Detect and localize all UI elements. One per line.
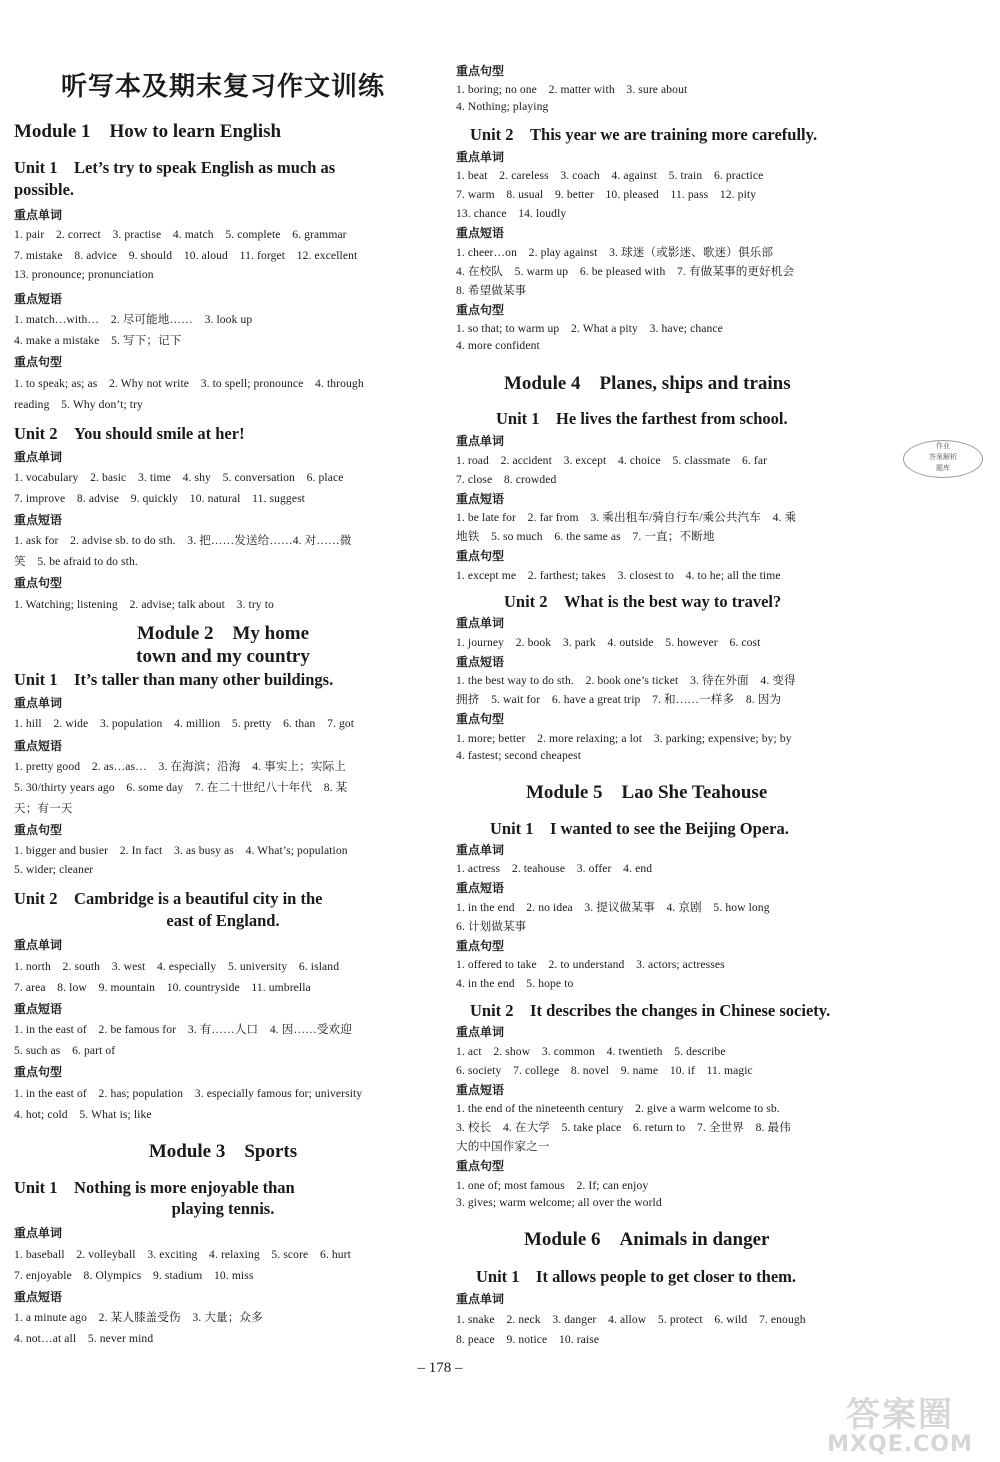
module-heading: Module 5 Lao She Teahouse [526,782,768,803]
unit-heading: Unit 2 What is the best way to travel? [504,592,782,611]
text-line: 4. not…at all 5. never mind [14,1332,154,1345]
text-line: 1. road 2. accident 3. except 4. choice 5. classmate 6. far [456,454,768,467]
text-line: 地铁 5. so much 6. the same as 7. 一直；不断地 [456,530,715,543]
text-line: 7. mistake 8. advice 9. should 10. aloud 11. forget 12. excellent [14,249,358,262]
text-line: 13. pronounce; pronunciation [14,268,154,281]
module-heading: Module 1 How to learn English [14,121,282,142]
section-label: 重点短语 [14,513,63,527]
text-line: 3. gives; warm welcome; all over the world [456,1196,662,1209]
section-label: 重点短语 [456,492,505,506]
module-heading: town and my country [136,646,310,667]
section-label: 重点句型 [456,549,505,563]
unit-heading: east of England. [166,911,280,930]
text-line: reading 5. Why don’t; try [14,398,143,411]
stamp-line-1: 作业 [936,442,950,450]
text-line: 1. boring; no one 2. matter with 3. sure about [456,83,688,96]
text-line: 8. 希望做某事 [456,284,527,297]
text-line: 13. chance 14. loudly [456,207,567,220]
unit-heading: Unit 1 I wanted to see the Beijing Opera. [490,819,789,838]
text-line: 7. area 8. low 9. mountain 10. countryside 11. umbrella [14,981,311,994]
section-label: 重点句型 [456,303,505,317]
unit-heading: Unit 1 Let’s try to speak English as much as [14,158,336,177]
text-line: 1. except me 2. farthest; takes 3. closest to 4. to he; all the time [456,569,781,582]
text-line: 4. more confident [456,339,540,352]
text-line: 1. the best way to do sth. 2. book one’s ticket 3. 待在外面 4. 变得 [456,674,796,687]
section-label: 重点短语 [14,1290,63,1304]
section-label: 重点单词 [14,208,63,222]
unit-heading: Unit 2 You should smile at her! [14,424,245,443]
text-line: 1. in the end 2. no idea 3. 提议做某事 4. 京剧 5. how long [456,901,770,914]
unit-heading: Unit 1 It allows people to get closer to them. [476,1267,797,1286]
unit-heading: possible. [14,180,75,199]
text-line: 5. wider; cleaner [14,863,94,876]
text-line: 1. Watching; listening 2. advise; talk about 3. try to [14,598,274,611]
text-line: 1. baseball 2. volleyball 3. exciting 4. relaxing 5. score 6. hurt [14,1248,351,1261]
text-line: 1. act 2. show 3. common 4. twentieth 5. describe [456,1045,726,1058]
stamp-line-3: 题库 [936,464,950,472]
section-label: 重点单词 [456,1292,505,1306]
section-label: 重点短语 [456,881,505,895]
watermark [810,1396,990,1458]
text-line: 笑 5. be afraid to do sth. [14,555,138,568]
text-line: 1. offered to take 2. to understand 3. actors; actresses [456,958,725,971]
section-label: 重点句型 [456,1159,505,1173]
unit-heading: Unit 1 It’s taller than many other buildings. [14,670,334,689]
text-line: 1. ask for 2. advise sb. to do sth. 3. 把……发送给……4. 对……微 [14,534,352,547]
text-line: 1. snake 2. neck 3. danger 4. allow 5. protect 6. wild 7. enough [456,1313,806,1326]
unit-heading: Unit 2 It describes the changes in Chinese society. [470,1001,831,1020]
text-line: 1. bigger and busier 2. In fact 3. as busy as 4. What’s; population [14,844,348,857]
text-line: 8. peace 9. notice 10. raise [456,1333,600,1346]
section-label: 重点单词 [14,696,63,710]
text-line: 天；有一天 [14,802,73,815]
text-line: 7. improve 8. advise 9. quickly 10. natural 11. suggest [14,492,306,505]
text-line: 5. 30/thirty years ago 6. some day 7. 在二十世纪八十年代 8. 某 [14,781,348,794]
text-line: 1. journey 2. book 3. park 4. outside 5. however 6. cost [456,636,761,649]
text-line: 拥挤 5. wait for 6. have a great trip 7. 和……一样多 8. 因为 [456,693,782,706]
text-line: 6. 计划做某事 [456,920,527,933]
text-line: 4. Nothing; playing [456,100,549,113]
module-heading: Module 2 My home [136,623,310,644]
text-line: 大的中国作家之一 [456,1140,550,1153]
text-line: 1. cheer…on 2. play against 3. 球迷（或影迷、歌迷）俱乐部 [456,246,774,259]
section-label: 重点短语 [456,655,505,669]
unit-heading: Unit 1 He lives the farthest from school. [496,409,788,428]
text-line: 1. pretty good 2. as…as… 3. 在海滨；沿海 4. 事实上；实际上 [14,760,347,773]
text-line: 1. the end of the nineteenth century 2. give a warm welcome to sb. [456,1102,780,1115]
module-heading: Module 6 Animals in danger [524,1229,770,1250]
section-label: 重点短语 [14,1002,63,1016]
text-line: 1. vocabulary 2. basic 3. time 4. shy 5. conversation 6. place [14,471,344,484]
text-line: 7. close 8. crowded [456,473,557,486]
text-line: 1. a minute ago 2. 某人膝盖受伤 3. 大量；众多 [14,1311,263,1324]
text-line: 1. more; better 2. more relaxing; a lot 3. parking; expensive; by; by [456,732,792,745]
text-line: 1. so that; to warm up 2. What a pity 3. have; chance [456,322,723,335]
section-label: 重点单词 [456,150,505,164]
section-label: 重点句型 [14,1065,63,1079]
watermark-url: MXQE.COM [827,1432,973,1457]
module-heading: Module 4 Planes, ships and trains [504,373,791,394]
section-label: 重点句型 [456,939,505,953]
section-label: 重点单词 [14,938,63,952]
text-line: 1. be late for 2. far from 3. 乘出租车/骑自行车/乘公共汽车 4. 乘 [456,511,797,524]
text-line: 3. 校长 4. 在大学 5. take place 6. return to 7. 全世界 8. 最伟 [456,1121,791,1134]
text-line: 5. such as 6. part of [14,1044,116,1057]
stamp-line-2: 答案解析 [929,453,957,461]
text-line: 4. 在校队 5. warm up 6. be pleased with 7. 有做某事的更好机会 [456,265,795,278]
watermark-title: 答案圈 [846,1395,954,1435]
text-line: 1. pair 2. correct 3. practise 4. match 5. complete 6. grammar [14,228,347,241]
section-label: 重点单词 [456,843,505,857]
text-line: 1. in the east of 2. has; population 3. especially famous for; university [14,1087,363,1100]
text-line: 4. hot; cold 5. What is; like [14,1108,152,1121]
text-line: 7. warm 8. usual 9. better 10. pleased 11. pass 12. pity [456,188,757,201]
section-label: 重点句型 [456,712,505,726]
section-label: 重点短语 [456,1083,505,1097]
text-line: 4. make a mistake 5. 写下；记下 [14,334,182,347]
text-line: 1. in the east of 2. be famous for 3. 有……人口 4. 因……受欢迎 [14,1023,352,1036]
text-line: 1. north 2. south 3. west 4. especially 5. university 6. island [14,960,340,973]
section-label: 重点句型 [14,576,63,590]
section-label: 重点句型 [456,64,505,78]
unit-heading: Unit 2 This year we are training more carefully. [470,125,818,144]
section-label: 重点句型 [14,823,63,837]
section-label: 重点单词 [456,616,505,630]
text-line: 1. hill 2. wide 3. population 4. million 5. pretty 6. than 7. got [14,717,355,730]
module-heading: Module 3 Sports [148,1141,298,1162]
text-line: 6. society 7. college 8. novel 9. name 10. if 11. magic [456,1064,753,1077]
section-label: 重点单词 [456,1025,505,1039]
section-label: 重点单词 [456,434,505,448]
text-line: 1. match…with… 2. 尽可能地…… 3. look up [14,313,253,326]
text-line: 1. to speak; as; as 2. Why not write 3. to spell; pronounce 4. through [14,377,364,390]
page-number: – 178 – [417,1360,463,1376]
unit-heading: Unit 1 Nothing is more enjoyable than [14,1178,295,1197]
unit-heading: playing tennis. [171,1199,275,1218]
text-line: 1. actress 2. teahouse 3. offer 4. end [456,862,653,875]
page-title: 听写本及期末复习作文训练 [60,72,385,102]
answer-stamp [903,440,983,478]
section-label: 重点短语 [456,226,505,240]
text-line: 4. fastest; second cheapest [456,749,582,762]
text-line: 1. beat 2. careless 3. coach 4. against 5. train 6. practice [456,169,764,182]
text-line: 7. enjoyable 8. Olympics 9. stadium 10. miss [14,1269,254,1282]
unit-heading: Unit 2 Cambridge is a beautiful city in the [14,889,323,908]
section-label: 重点句型 [14,355,63,369]
text-line: 1. one of; most famous 2. If; can enjoy [456,1179,649,1192]
section-label: 重点短语 [14,739,63,753]
text-line: 4. in the end 5. hope to [456,977,574,990]
section-label: 重点单词 [14,1226,63,1240]
section-label: 重点短语 [14,292,63,306]
section-label: 重点单词 [14,450,63,464]
